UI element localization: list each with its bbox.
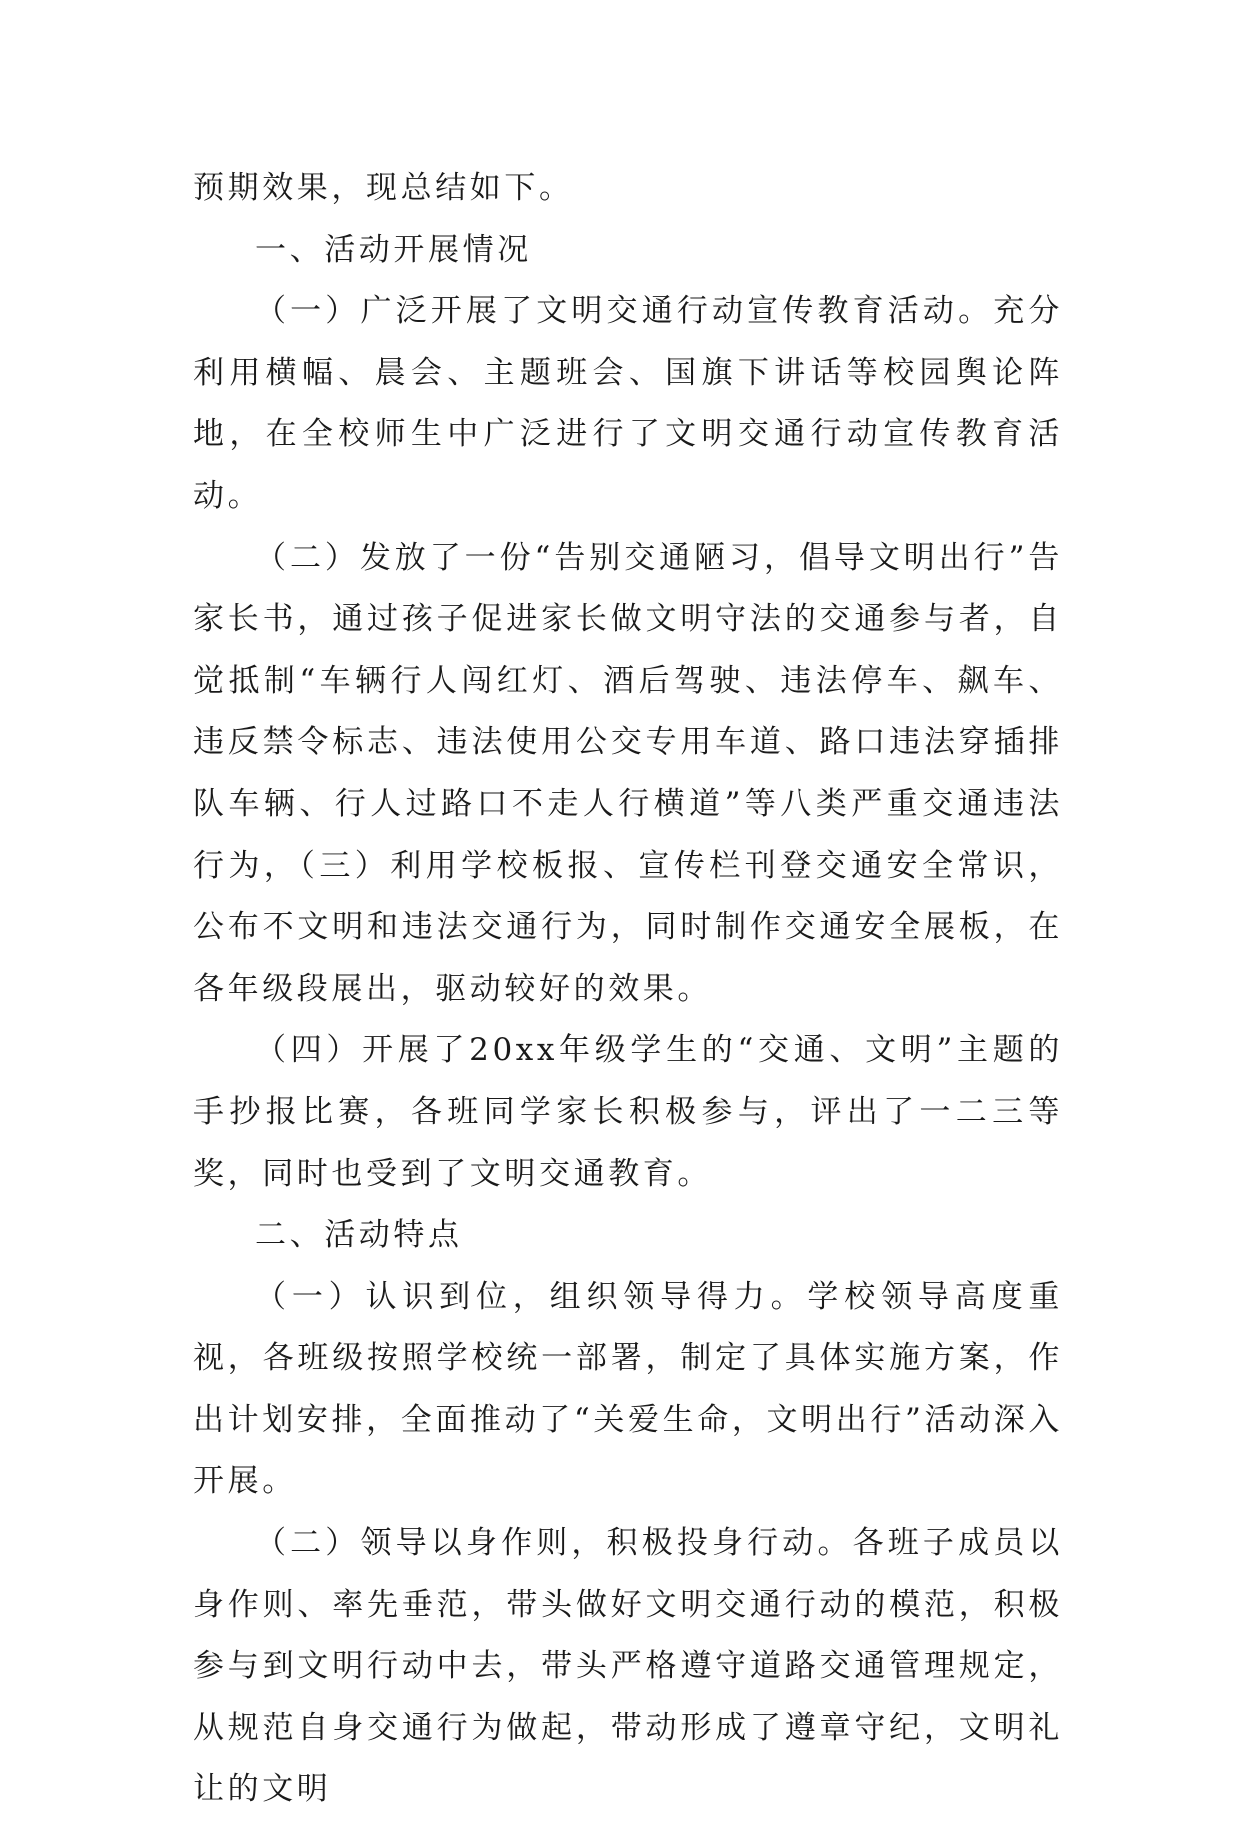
document-body	[193, 158, 1063, 1821]
section-heading-2: 二、活动特点	[255, 1217, 463, 1254]
paragraph-feature-1: （一）认识到位，组织领导得力。学校领导高度重视，各班级按照学校统一部署，制定了具体实施方案，作出计划安排，全面推动了“关爱生命，文明出行”活动深入开展。	[193, 1278, 1063, 1500]
paragraph-feature-2: （二）领导以身作则，积极投身行动。各班子成员以身作则、率先垂范，带头做好文明交通行动的模范，积极参与到文明行动中去，带头严格遵守道路交通管理规定，从规范自身交通行为做起，带动形成了遵章守纪，文明礼让的文明	[193, 1525, 1063, 1808]
paragraph-item-4: （四）开展了20xx年级学生的“交通、文明”主题的手抄报比赛，各班同学家长积极参与，评出了一二三等奖，同时也受到了文明交通教育。	[193, 1032, 1063, 1192]
section-heading-1: 一、活动开展情况	[255, 231, 532, 268]
paragraph-continuation: 预期效果，现总结如下。	[193, 170, 574, 206]
paragraph-item-2: （二）发放了一份“告别交通陋习，倡导文明出行”告家长书，通过孩子促进家长做文明守法的交通参与者，自觉抵制“车辆行人闯红灯、酒后驾驶、违法停车、飙车、违反禁令标志、违法使用公交专用车道、路口违法穿插排队车辆、行人过路口不走人行横道”等八类严重交通违法行为，（三）利用学校板报、宣传栏刊登交通安全常识，公布不文明和违法交通行为，同时制作交通安全展板，在各年级段展出，驱动较好的效果。	[193, 539, 1063, 1007]
paragraph-item-1: （一）广泛开展了文明交通行动宣传教育活动。充分利用横幅、晨会、主题班会、国旗下讲话等校园舆论阵地，在全校师生中广泛进行了文明交通行动宣传教育活动。	[193, 293, 1063, 514]
